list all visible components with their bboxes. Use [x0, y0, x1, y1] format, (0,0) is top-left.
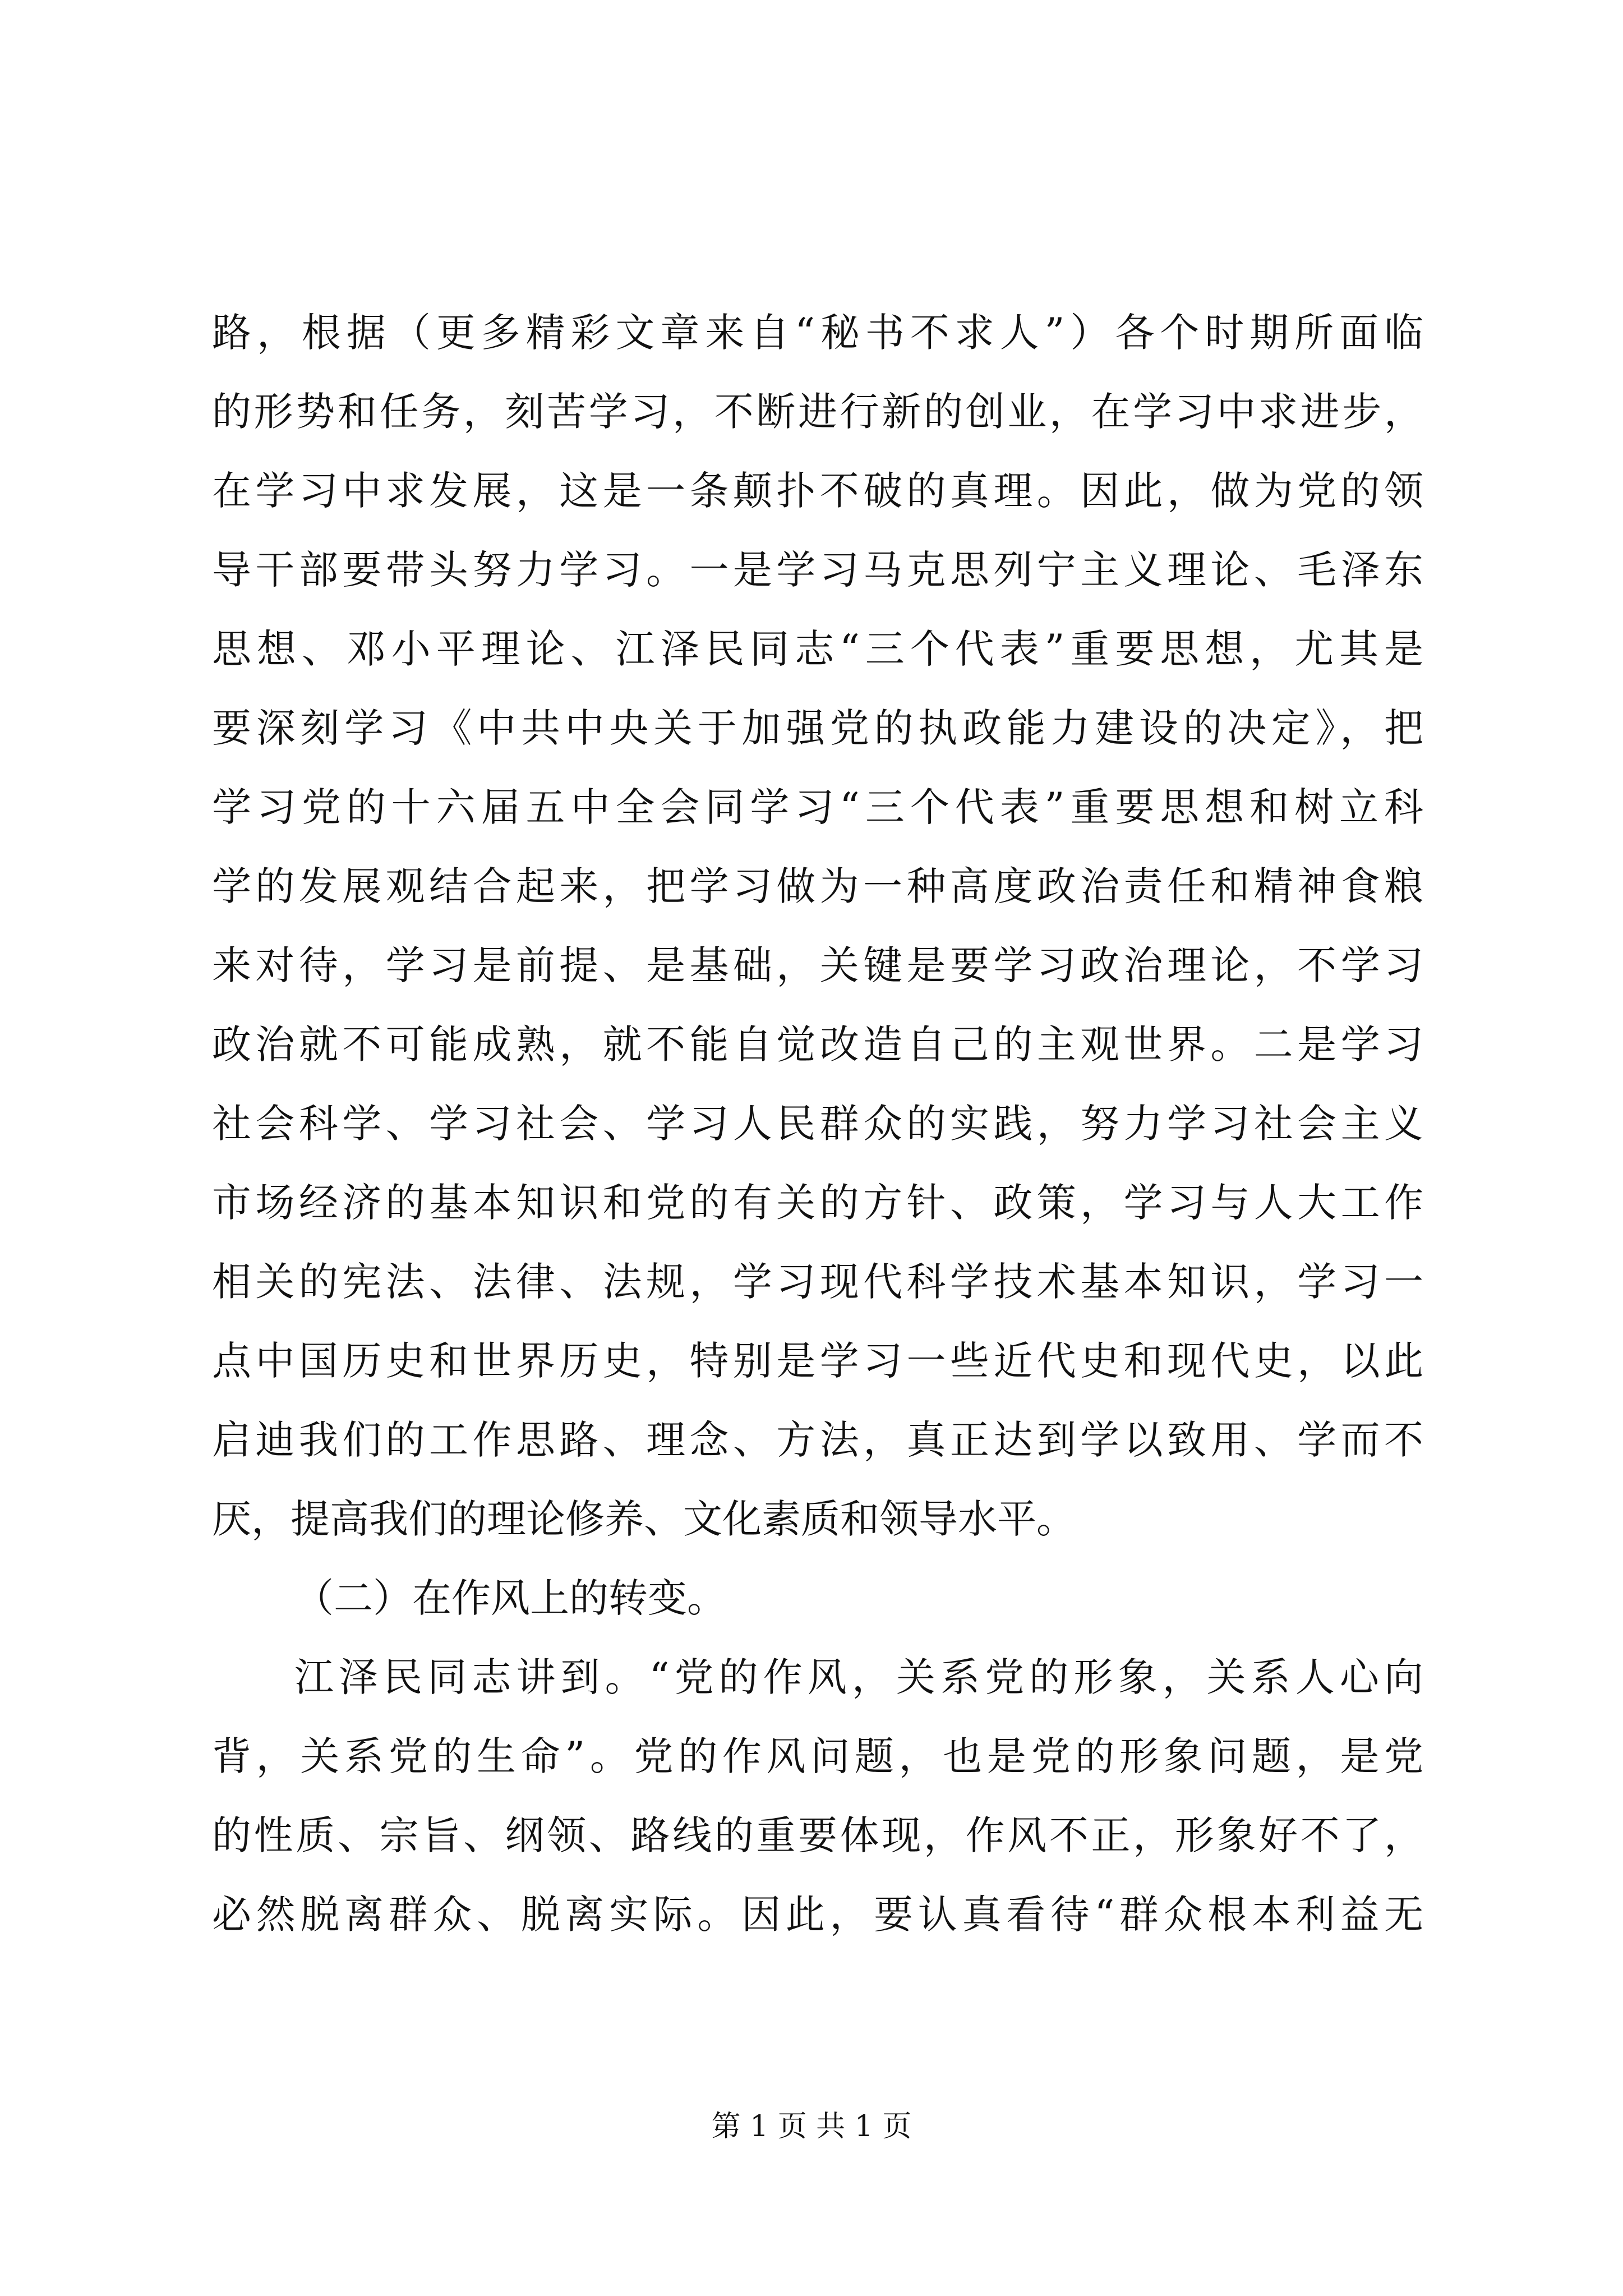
paragraph-line: 要深刻学习《中共中央关于加强党的执政能力建设的决定》，把: [212, 705, 1423, 751]
paragraph-line: 思想、邓小平理论、江泽民同志“三个代表”重要思想，尤其是: [212, 626, 1423, 672]
paragraph-line: 启迪我们的工作思路、理念、方法，真正达到学以致用、学而不: [212, 1417, 1423, 1463]
paragraph-line: 学习党的十六届五中全会同学习“三个代表”重要思想和树立科: [212, 784, 1423, 830]
section-heading: （二）在作风上的转变。: [294, 1575, 726, 1621]
paragraph-line: 在学习中求发展，这是一条颠扑不破的真理。因此，做为党的领: [212, 468, 1423, 514]
paragraph-line: 相关的宪法、法律、法规，学习现代科学技术基本知识，学习一: [212, 1259, 1423, 1305]
paragraph-line: 厌，提高我们的理论修养、文化素质和领导水平。: [212, 1496, 1076, 1542]
paragraph-line: 必然脱离群众、脱离实际。因此，要认真看待“群众根本利益无: [212, 1892, 1423, 1938]
paragraph-line: 背，关系党的生命”。党的作风问题，也是党的形象问题，是党: [212, 1733, 1423, 1779]
page-footer: 第 1 页 共 1 页: [711, 2110, 912, 2143]
paragraph-line: 江泽民同志讲到。“党的作风，关系党的形象，关系人心向: [294, 1654, 1423, 1700]
paragraph-line: 点中国历史和世界历史，特别是学习一些近代史和现代史，以此: [212, 1338, 1423, 1384]
paragraph-line: 导干部要带头努力学习。一是学习马克思列宁主义理论、毛泽东: [212, 547, 1423, 593]
paragraph-line: 政治就不可能成熟，就不能自觉改造自己的主观世界。二是学习: [212, 1022, 1423, 1068]
paragraph-line: 社会科学、学习社会、学习人民群众的实践，努力学习社会主义: [212, 1101, 1423, 1147]
paragraph-line: 的形势和任务，刻苦学习，不断进行新的创业，在学习中求进步，: [212, 389, 1423, 435]
paragraph-line: 来对待，学习是前提、是基础，关键是要学习政治理论，不学习: [212, 942, 1423, 988]
paragraph-line: 的性质、宗旨、纲领、路线的重要体现，作风不正，形象好不了，: [212, 1812, 1423, 1858]
paragraph-line: 路，根据（更多精彩文章来自“秘书不求人”）各个时期所面临: [212, 310, 1423, 356]
paragraph-line: 市场经济的基本知识和党的有关的方针、政策，学习与人大工作: [212, 1180, 1423, 1226]
paragraph-line: 学的发展观结合起来，把学习做为一种高度政治责任和精神食粮: [212, 863, 1423, 909]
